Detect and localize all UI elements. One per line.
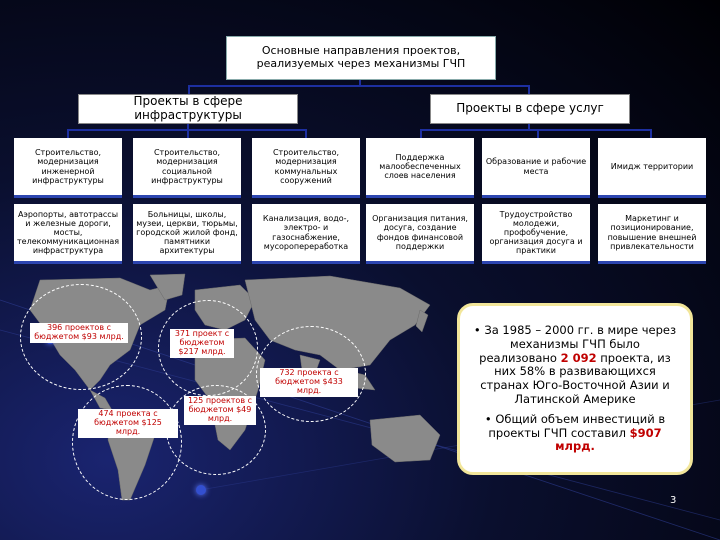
column-header-3: Строительство, модернизация коммунальных сооружений bbox=[252, 138, 360, 198]
column-header-5: Образование и рабочие места bbox=[482, 138, 590, 198]
info-box bbox=[457, 303, 693, 475]
diagram-title: Основные направления проектов, реализуемых через механизмы ГЧП bbox=[226, 36, 496, 80]
glow-dot bbox=[196, 485, 206, 495]
column-detail-6: Маркетинг и позиционирование, повышение внешней привлекательности bbox=[598, 204, 706, 264]
column-detail-2: Больницы, школы, музеи, церкви, тюрьмы, городской жилой фонд, памятники архитектуры bbox=[133, 204, 241, 264]
column-header-1: Строительство, модернизация инженерной инфраструктуры bbox=[14, 138, 122, 198]
column-detail-3: Канализация, водо-, электро- и газоснабжение, мусоропереработка bbox=[252, 204, 360, 264]
info-paragraph-1: • За 1985 – 2000 гг. в мире через механизмы ГЧП было реализовано 2 092 проекта, из них 58% в развивающихся странах Юго-Восточной Азии и Латинской Америке bbox=[473, 323, 677, 406]
page-number: 3 bbox=[670, 495, 677, 506]
region-label-north-america: 396 проектов с бюджетом $93 млрд. bbox=[30, 323, 128, 343]
connector bbox=[420, 129, 652, 131]
category-services: Проекты в сфере услуг bbox=[430, 94, 630, 124]
info-paragraph-2: • Общий объем инвестиций в проекты ГЧП составил $907 млрд. bbox=[484, 411, 666, 454]
region-label-asia: 732 проекта с бюджетом $433 млрд. bbox=[260, 368, 358, 397]
region-circle-latin-america bbox=[72, 385, 182, 500]
investment-total: $907 млрд. bbox=[555, 425, 662, 454]
connector bbox=[187, 129, 189, 138]
connector bbox=[650, 129, 652, 138]
region-label-europe: 371 проект с бюджетом $217 млрд. bbox=[170, 329, 234, 358]
connector bbox=[528, 85, 530, 94]
column-header-2: Строительство, модернизация социальной инфраструктуры bbox=[133, 138, 241, 198]
category-infrastructure: Проекты в сфере инфраструктуры bbox=[78, 94, 298, 124]
column-header-4: Поддержка малообеспеченных слоев населения bbox=[366, 138, 474, 198]
column-detail-4: Организация питания, досуга, создание фондов финансовой поддержки bbox=[366, 204, 474, 264]
connector bbox=[420, 129, 422, 138]
connector bbox=[188, 85, 190, 94]
connector bbox=[67, 129, 69, 138]
region-label-latin-america: 474 проекта с бюджетом $125 млрд. bbox=[78, 409, 178, 438]
column-detail-5: Трудоустройство молодежи, профобучение, организация досуга и практики bbox=[482, 204, 590, 264]
region-label-africa: 125 проектов с бюджетом $49 млрд. bbox=[184, 396, 256, 425]
connector bbox=[537, 129, 539, 138]
column-header-6: Имидж территории bbox=[598, 138, 706, 198]
connector bbox=[188, 85, 530, 87]
column-detail-1: Аэропорты, автотрассы и железные дороги, мосты, телекоммуникационная инфраструктура bbox=[14, 204, 122, 264]
projects-count: 2 092 bbox=[560, 350, 597, 365]
connector bbox=[305, 129, 307, 138]
